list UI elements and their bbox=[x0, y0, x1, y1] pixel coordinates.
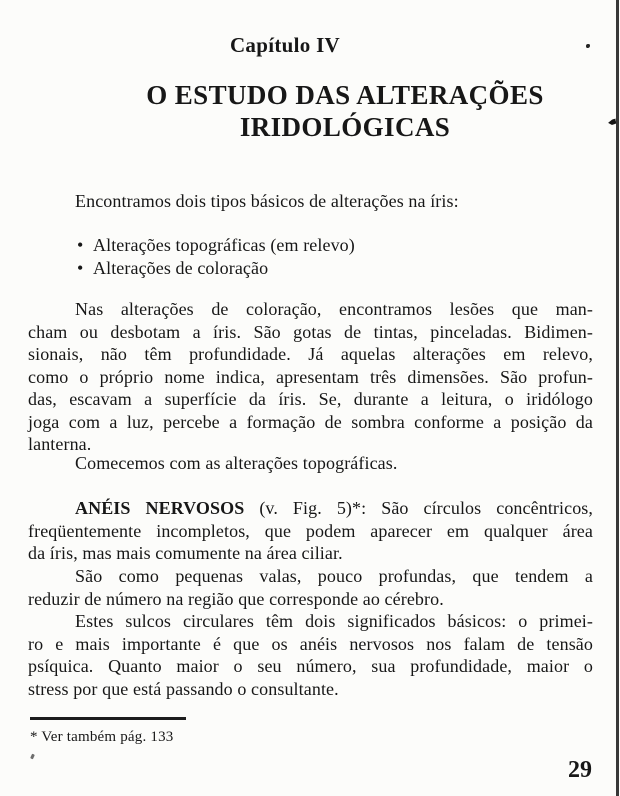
text-line: Comecemos com as alterações topográficas. bbox=[75, 453, 398, 473]
page-number: 29 bbox=[568, 757, 592, 783]
scan-edge-line bbox=[616, 0, 619, 796]
text-line: freqüentemente incompletos, que podem aparecer em qualquer área bbox=[28, 520, 593, 541]
text-line: Nas alterações de coloração, encontramos lesões que man- bbox=[75, 299, 593, 319]
term-rest: (v. Fig. 5)*: São círculos concêntricos, bbox=[244, 498, 594, 518]
text-line: cham ou desbotam a íris. São gotas de tintas, pinceladas. Bidimen- bbox=[28, 321, 593, 342]
footnote-text: * Ver também pág. 133 bbox=[30, 729, 174, 745]
chapter-label: Capítulo IV bbox=[229, 33, 341, 57]
bullet-text: Alterações topográficas (em relevo) bbox=[93, 235, 355, 255]
paragraph-coloration bbox=[28, 298, 593, 456]
page-title-line1: O ESTUDO DAS ALTERAÇÕES bbox=[146, 80, 544, 110]
text-line: Estes sulcos circulares têm dois significados básicos: o primei- bbox=[75, 611, 593, 631]
text-line: ro e mais importante é que os anéis nervosos nos falam de tensão bbox=[28, 633, 593, 654]
page-title-line2: IRIDOLÓGICAS bbox=[239, 112, 451, 142]
scan-speck-artifact bbox=[30, 754, 35, 760]
paragraph-aneis-nervosos bbox=[28, 497, 593, 565]
bullet-list bbox=[28, 234, 593, 279]
text-line: das, escavam a superfície da íris. Se, durante a leitura, o iridólogo bbox=[28, 389, 593, 409]
paragraph-valas bbox=[28, 565, 593, 610]
text-line bbox=[28, 497, 593, 520]
text-line: lanterna. bbox=[28, 434, 92, 454]
text-line: da íris, mas mais comumente na área ciliar. bbox=[28, 543, 343, 563]
footnote-divider bbox=[30, 717, 186, 720]
list-item bbox=[28, 234, 620, 257]
text-line: psíquica. Quanto maior o seu número, sua profundidade, maior o bbox=[28, 656, 593, 676]
bullet-text: Alterações de coloração bbox=[93, 257, 269, 278]
text-line: joga com a luz, percebe a formação de sombra conforme a posição da bbox=[28, 411, 593, 432]
list-item bbox=[28, 257, 620, 280]
paragraph-transition bbox=[28, 452, 593, 475]
intro-line: Encontramos dois tipos básicos de alterações na íris: bbox=[75, 191, 459, 211]
term-bold: ANÉIS NERVOSOS bbox=[75, 498, 245, 518]
text-line: stress por que está passando o consultante. bbox=[28, 678, 339, 699]
text-line: reduzir de número na região que corresponde ao cérebro. bbox=[28, 588, 444, 609]
intro-paragraph bbox=[28, 190, 593, 213]
text-line: São como pequenas valas, pouco profundas, que tendem a bbox=[75, 566, 593, 586]
text-line: como o próprio nome indica, apresentam três dimensões. São profun- bbox=[28, 366, 593, 387]
page-title bbox=[35, 79, 620, 143]
bullet-icon: • bbox=[77, 235, 84, 255]
bullet-icon: • bbox=[77, 257, 84, 278]
text-line: sionais, não têm profundidade. Já aquelas alterações em relevo, bbox=[28, 344, 593, 364]
paragraph-sulcos bbox=[28, 610, 593, 700]
